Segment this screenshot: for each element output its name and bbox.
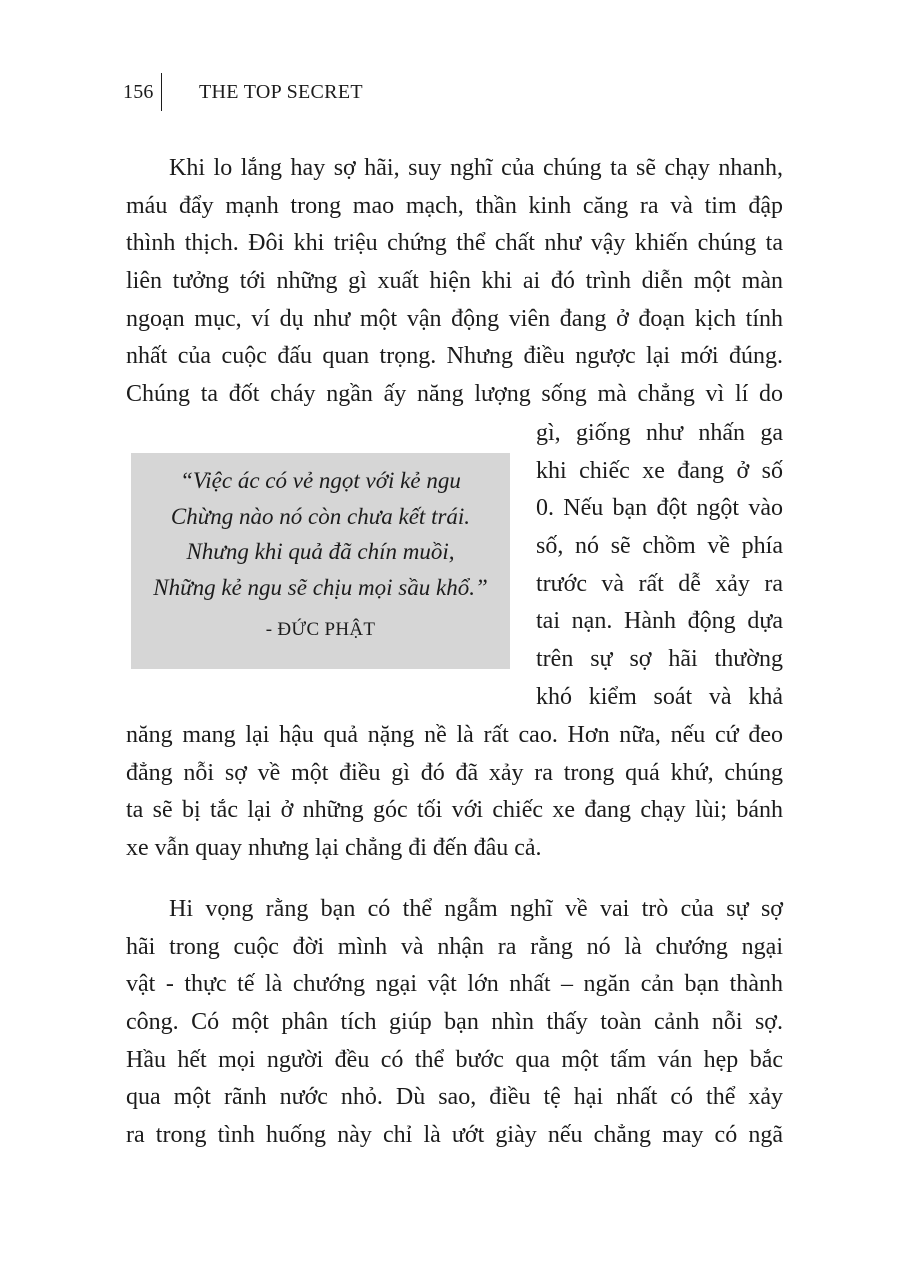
paragraph-line: công. Có một phân tích giúp bạn nhìn thấy toàn cảnh nỗi sợ. bbox=[126, 1009, 783, 1036]
quote-text bbox=[131, 463, 510, 605]
quote-line: “Việc ác có vẻ ngọt với kẻ ngu bbox=[180, 468, 461, 493]
paragraph-line: trên sự sợ hãi thường bbox=[536, 646, 783, 673]
text-wrap-column bbox=[536, 415, 783, 717]
paragraph-line: khó kiểm soát và khả bbox=[536, 683, 783, 710]
header-divider bbox=[161, 73, 162, 111]
paragraph-line: máu đẩy mạnh trong mao mạch, thần kinh căng ra và tim đập bbox=[126, 192, 783, 219]
paragraph-line: khi chiếc xe đang ở số bbox=[536, 457, 783, 484]
page-number: 156 bbox=[123, 80, 154, 103]
paragraph-line: đẳng nỗi sợ về một điều gì đó đã xảy ra trong quá khứ, chúng bbox=[126, 759, 783, 786]
paragraph-line: qua một rãnh nước nhỏ. Dù sao, điều tệ hại nhất có thể xảy bbox=[126, 1084, 783, 1111]
paragraph-line: Khi lo lắng hay sợ hãi, suy nghĩ của chúng ta sẽ chạy nhanh, bbox=[169, 155, 783, 181]
paragraph-line: nhất của cuộc đấu quan trọng. Nhưng điều ngược lại mới đúng. bbox=[126, 343, 783, 370]
paragraph-line: số, nó sẽ chồm về phía bbox=[536, 533, 783, 560]
quote-line: Nhưng khi quả đã chín muồi, bbox=[186, 539, 455, 564]
paragraph-line: trước và rất dễ xảy ra bbox=[536, 570, 783, 597]
paragraph-line: hãi trong cuộc đời mình và nhận ra rằng nó là chướng ngại bbox=[126, 933, 783, 960]
quote-author: - ĐỨC PHẬT bbox=[265, 619, 376, 640]
paragraph-line: Hầu hết mọi người đều có thể bước qua một tấm ván hẹp bắc bbox=[126, 1046, 783, 1073]
quote-line: Chừng nào nó còn chưa kết trái. bbox=[170, 503, 471, 529]
paragraph-line: ngoạn mục, ví dụ như một vận động viên đang ở đoạn kịch tính bbox=[126, 305, 783, 332]
paragraph-line: liên tưởng tới những gì xuất hiện khi ai đó trình diễn một màn bbox=[126, 268, 783, 295]
paragraph-line: vật - thực tế là chướng ngại vật lớn nhất – ngăn cản bạn thành bbox=[126, 971, 783, 998]
paragraph-line: tai nạn. Hành động dựa bbox=[536, 608, 783, 635]
book-title: THE TOP SECRET bbox=[199, 80, 363, 103]
running-header bbox=[123, 72, 363, 112]
paragraph-1 bbox=[126, 150, 783, 414]
quote-line: Những kẻ ngu sẽ chịu mọi sầu khổ.” bbox=[153, 574, 488, 600]
paragraph-2 bbox=[126, 891, 783, 1155]
paragraph-line: thình thịch. Đôi khi triệu chứng thể chất như vậy khiến chúng ta bbox=[126, 230, 783, 257]
paragraph-line: năng mang lại hậu quả nặng nề là rất cao. Hơn nữa, nếu cứ đeo bbox=[126, 722, 783, 748]
paragraph-line: Hi vọng rằng bạn có thể ngẫm nghĩ về vai trò của sự sợ bbox=[169, 896, 783, 922]
paragraph-line: gì, giống như nhấn ga bbox=[536, 420, 783, 446]
pull-quote-box bbox=[131, 453, 510, 669]
paragraph-1-continued bbox=[126, 717, 783, 868]
paragraph-line: xe vẫn quay nhưng lại chẳng đi đến đâu cả. bbox=[126, 835, 542, 862]
paragraph-line: 0. Nếu bạn đột ngột vào bbox=[536, 495, 783, 522]
paragraph-line: ta sẽ bị tắc lại ở những góc tối với chiếc xe đang chạy lùi; bánh bbox=[126, 797, 783, 824]
paragraph-line: Chúng ta đốt cháy ngần ấy năng lượng sống mà chẳng vì lí do bbox=[126, 381, 783, 408]
paragraph-line: ra trong tình huống này chỉ là ướt giày nếu chẳng may có ngã bbox=[126, 1122, 783, 1149]
